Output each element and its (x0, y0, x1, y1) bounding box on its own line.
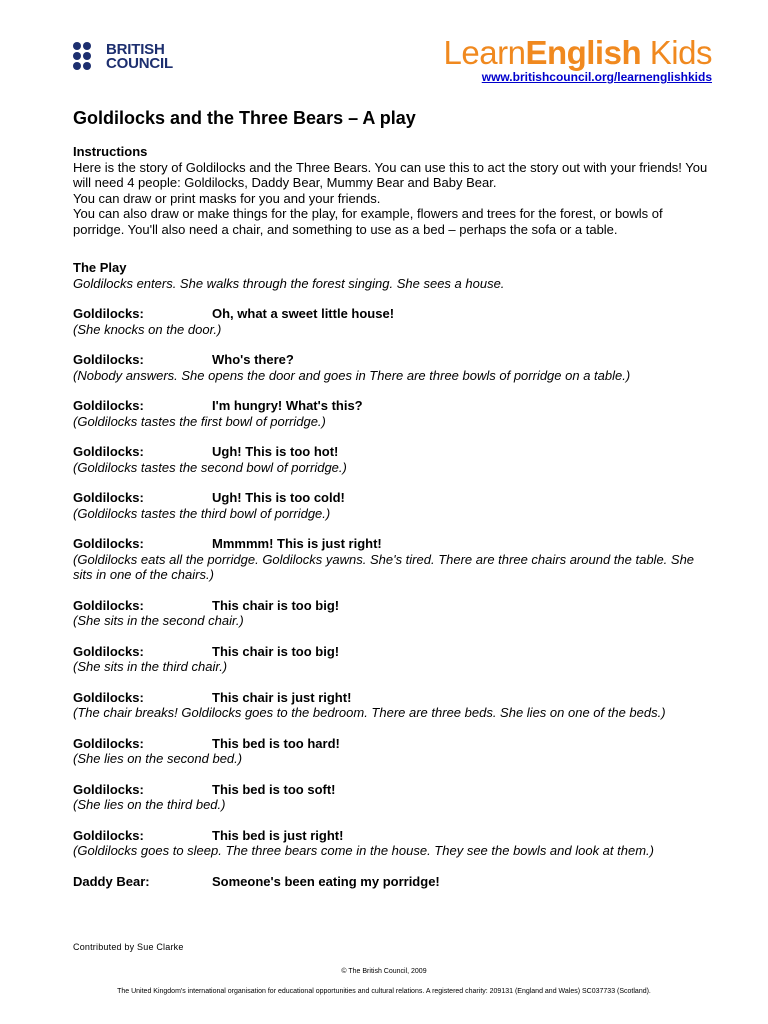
script-line (73, 644, 713, 675)
speaker-name: Goldilocks: (73, 536, 144, 551)
copyright-notice: © The British Council, 2009 (341, 968, 427, 975)
brand-kids: Kids (641, 34, 712, 71)
british-council-line2: COUNCIL (106, 54, 173, 72)
instructions-paragraph: You can also draw or make things for the play, for example, flowers and trees for the forest, or bowls of porridge. You'll also need a chair, and something to use as a bed – perhaps the sofa or a table. (73, 206, 663, 237)
spoken-words: This bed is just right! (212, 827, 344, 843)
spoken-words: Oh, what a sweet little house! (212, 306, 395, 321)
script-line (73, 536, 713, 583)
speech-line (73, 598, 713, 614)
speaker-name: Goldilocks: (73, 827, 144, 843)
spoken-words: This chair is too big! (212, 643, 340, 659)
speaker-name: Goldilocks: (73, 306, 144, 321)
speech-line (73, 782, 713, 798)
stage-direction: (The chair breaks! Goldilocks goes to the bedroom. There are three beds. She lies on one of the beds.) (73, 705, 666, 720)
speaker-name: Goldilocks: (73, 444, 144, 459)
stage-direction: (Goldilocks tastes the third bowl of porridge.) (73, 505, 331, 521)
opening-stage-direction: Goldilocks enters. She walks through the forest singing. She sees a house. (73, 275, 505, 291)
learnenglishkids-link[interactable]: www.britishcouncil.org/learnenglishkids (481, 70, 712, 84)
brand-learn: Learn (443, 34, 526, 71)
document-body (73, 144, 713, 889)
play-heading: The Play (73, 260, 127, 275)
speech-line (73, 306, 713, 322)
stage-direction: (Goldilocks goes to sleep. The three bears come in the house. They see the bowls and look at them.) (73, 843, 654, 858)
instructions-paragraph: You can draw or print masks for you and your friends. (73, 190, 381, 206)
script-line (73, 398, 713, 429)
speaker-name: Goldilocks: (73, 352, 144, 367)
speech-line (73, 736, 713, 752)
speaker-name: Goldilocks: (73, 689, 144, 705)
instructions-paragraph: Here is the story of Goldilocks and the Three Bears. You can use this to act the story out with your friends! You will need 4 people: Goldilocks, Daddy Bear, Mummy Bear and Baby Bear. (73, 159, 708, 190)
spoken-words: This bed is too hard! (212, 735, 340, 751)
script-line (73, 690, 713, 721)
contributor-credit: Contributed by Sue Clarke (73, 942, 184, 952)
spoken-words: This chair is just right! (212, 689, 352, 705)
spoken-words: Who's there? (212, 352, 294, 367)
play-script (73, 306, 713, 889)
brand-english: English (525, 34, 642, 71)
speech-line (73, 644, 713, 660)
stage-direction: (She lies on the third bed.) (73, 797, 226, 812)
spoken-words: This chair is too big! (212, 597, 340, 613)
speech-line (73, 352, 713, 368)
spoken-words: Ugh! This is too cold! (212, 490, 345, 505)
speech-line (73, 490, 713, 506)
speech-line (73, 690, 713, 706)
speaker-name: Goldilocks: (73, 735, 144, 751)
document-title: Goldilocks and the Three Bears – A play (73, 108, 416, 128)
script-line (73, 874, 713, 890)
british-council-wordmark (106, 40, 173, 72)
speech-line (73, 828, 713, 844)
stage-direction: (Goldilocks tastes the first bowl of porridge.) (73, 413, 326, 429)
british-council-logo (73, 42, 173, 71)
spoken-words: Someone's been eating my porridge! (212, 873, 440, 889)
speech-line (73, 444, 713, 460)
spoken-words: Mmmmm! This is just right! (212, 536, 382, 551)
learnenglish-kids-logo (444, 36, 712, 70)
stage-direction: (She knocks on the door.) (73, 321, 222, 337)
speaker-name: Goldilocks: (73, 597, 144, 613)
british-council-dots-icon (73, 42, 102, 71)
stage-direction: (Nobody answers. She opens the door and goes in There are three bowls of porridge on a table.) (73, 367, 631, 383)
stage-direction: (Goldilocks eats all the porridge. Goldilocks yawns. She's tired. There are three chairs around the table. She sits in one of the chairs.) (73, 551, 695, 582)
script-line (73, 736, 713, 767)
stage-direction: (She lies on the second bed.) (73, 751, 243, 766)
british-council-line1: BRITISH (106, 40, 165, 58)
stage-direction: (Goldilocks tastes the second bowl of porridge.) (73, 459, 347, 475)
script-line (73, 352, 713, 383)
speaker-name: Goldilocks: (73, 398, 144, 413)
speaker-name: Goldilocks: (73, 781, 144, 797)
spoken-words: Ugh! This is too hot! (212, 444, 339, 459)
speaker-name: Goldilocks: (73, 643, 144, 659)
speech-line (73, 398, 713, 414)
instructions-heading: Instructions (73, 144, 148, 159)
spoken-words: I'm hungry! What's this? (212, 398, 363, 413)
script-line (73, 782, 713, 813)
script-line (73, 828, 713, 859)
stage-direction: (She sits in the second chair.) (73, 613, 244, 628)
stage-direction: (She sits in the third chair.) (73, 659, 228, 674)
speech-line (73, 536, 713, 552)
speech-line (73, 874, 713, 890)
charity-notice: The United Kingdom's international organisation for educational opportunities and cultural relations. A registered charity: 209131 (England and Wales) SC037733 (Scotland). (117, 988, 651, 995)
speaker-name: Goldilocks: (73, 490, 144, 505)
speaker-name: Daddy Bear: (73, 873, 150, 889)
script-line (73, 444, 713, 475)
spoken-words: This bed is too soft! (212, 781, 336, 797)
script-line (73, 490, 713, 521)
script-line (73, 306, 713, 337)
script-line (73, 598, 713, 629)
